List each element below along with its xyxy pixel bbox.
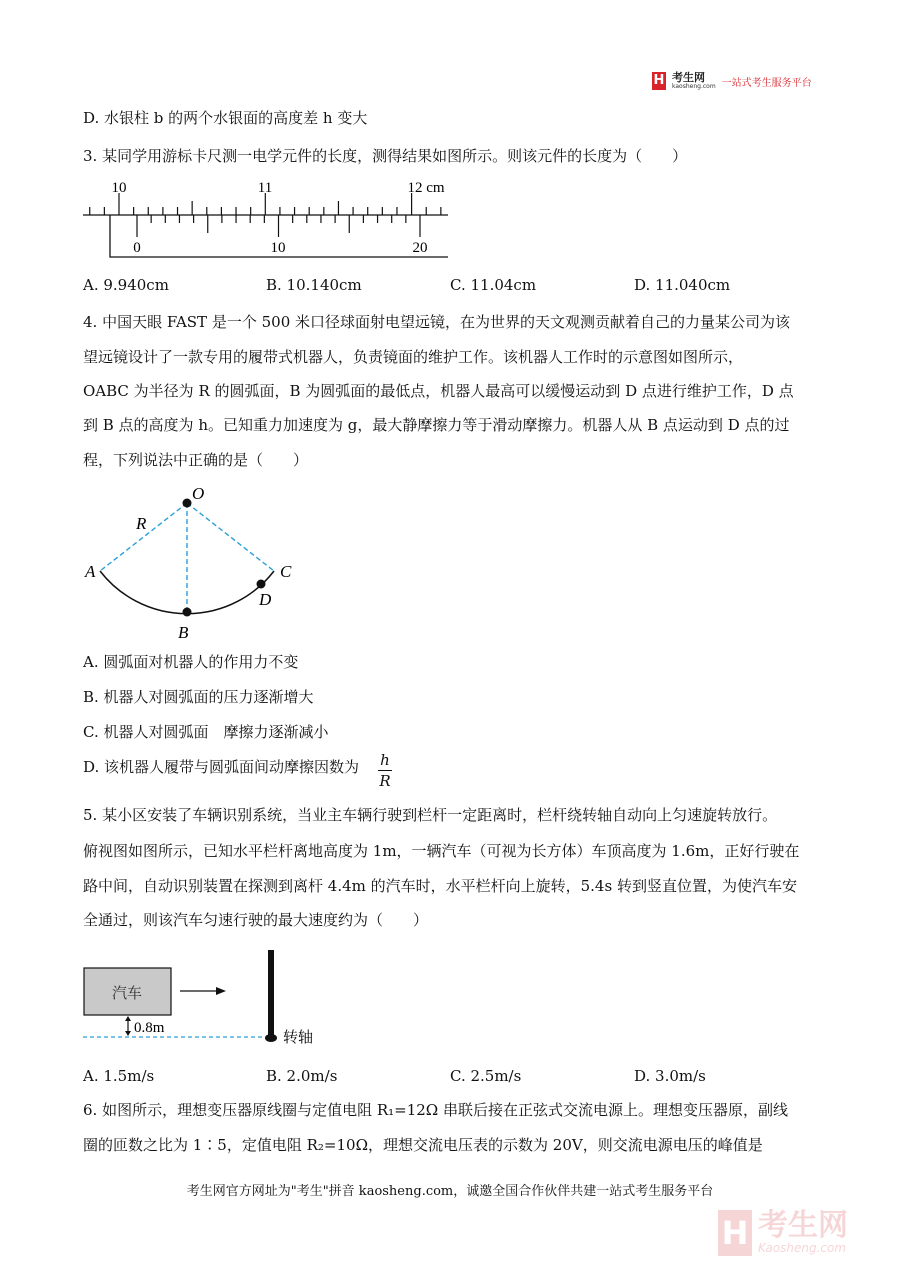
q4-line: OABC 为半径为 R 的圆弧面，B 为圆弧面的最低点，机器人最高可以缓慢运动到 D 点进行维护工作，D 点	[83, 382, 794, 400]
vernier-label-0: 0	[133, 240, 141, 256]
main-label-12: 12 cm	[407, 180, 445, 196]
q5-option-a: A. 1.5m/s	[83, 1067, 155, 1085]
label-d: D	[259, 590, 272, 609]
logo-icon: H	[653, 73, 665, 88]
q5-option-d: D. 3.0m/s	[634, 1067, 706, 1085]
q4-option-c: C. 机器人对圆弧面 摩擦力逐渐减小	[83, 723, 329, 741]
label-r: R	[136, 514, 147, 533]
distance-label: 0.8m	[134, 1020, 165, 1036]
label-o: O	[192, 484, 205, 503]
q5-option-b: B. 2.0m/s	[266, 1067, 338, 1085]
header-slogan: 一站式考生服务平台	[721, 77, 812, 89]
fraction-denominator: R	[379, 772, 391, 790]
q4-option-d: D. 该机器人履带与圆弧面间动摩擦因数为	[83, 758, 360, 776]
page-footer: 考生网官方网址为"考生"拼音 kaosheng.com，诚邀全国合作伙伴共建一站式考生服务平台	[186, 1184, 714, 1199]
label-a: A	[85, 562, 96, 581]
q3-stem: 3. 某同学用游标卡尺测一电学元件的长度，测得结果如图所示。则该元件的长度为（ ）	[83, 147, 688, 165]
point-d-robot	[257, 580, 266, 589]
car-barrier-figure	[0, 940, 340, 1050]
q3-option-a: A. 9.940cm	[83, 276, 169, 294]
axis-label: 转轴	[283, 1028, 314, 1046]
q4-option-b: B. 机器人对圆弧面的压力逐渐增大	[83, 688, 314, 706]
point-b	[183, 608, 192, 617]
logo-name: 考生网	[672, 71, 705, 84]
q4-option-a: A. 圆弧面对机器人的作用力不变	[83, 653, 299, 671]
watermark-name: 考生网	[758, 1208, 848, 1243]
q4-line: 程，下列说法中正确的是（ ）	[83, 451, 309, 469]
q3-option-b: B. 10.140cm	[266, 276, 362, 294]
watermark-domain: Kaosheng.com	[758, 1241, 847, 1255]
q4-line: 望远镜设计了一款专用的履带式机器人，负责镜面的维护工作。该机器人工作时的示意图如图所示，	[83, 348, 744, 366]
car-label: 汽车	[111, 984, 143, 1002]
main-label-11: 11	[257, 180, 273, 196]
q4-line: 4. 中国天眼 FAST 是一个 500 米口径球面射电望远镜，在为世界的天文观测贡献着自己的力量某公司为该	[83, 313, 791, 331]
q5-line: 路中间，自动识别装置在探测到离杆 4.4m 的汽车时，水平栏杆向上旋转，5.4s 转到竖直位置，为使汽车安	[83, 877, 797, 895]
fraction-numerator: h	[380, 751, 390, 769]
watermark-icon: H	[718, 1210, 752, 1256]
q5-option-c: C. 2.5m/s	[450, 1067, 522, 1085]
q5-line: 俯视图如图所示，已知水平栏杆离地高度为 1m，一辆汽车（可视为长方体）车顶高度为 1.6m，正好行驶在	[83, 842, 800, 860]
logo-domain: kaosheng.com	[672, 83, 716, 90]
q2-option-d: D. 水银柱 b 的两个水银面的高度差 h 变大	[83, 109, 368, 127]
q3-option-c: C. 11.04cm	[450, 276, 537, 294]
barrier-pole	[268, 950, 274, 1038]
point-o	[183, 499, 192, 508]
header-logo	[652, 72, 812, 90]
q3-option-d: D. 11.040cm	[634, 276, 731, 294]
q6-line: 圈的匝数之比为 1∶5，定值电阻 R₂=10Ω，理想交流电压表的示数为 20V，则交流电源电压的峰值是	[83, 1136, 763, 1154]
main-label-10: 10	[111, 180, 127, 196]
q5-line: 全通过，则该汽车匀速行驶的最大速度约为（ ）	[83, 911, 429, 929]
label-c: C	[280, 562, 292, 581]
arc-figure	[0, 0, 320, 650]
label-b: B	[178, 623, 189, 642]
fraction-h-over-r	[378, 750, 392, 791]
q4-line: 到 B 点的高度为 h。已知重力加速度为 g，最大静摩擦力等于滑动摩擦力。机器人从 B 点运动到 D 点的过	[83, 416, 790, 434]
vernier-label-20: 20	[412, 240, 428, 256]
vernier-label-10: 10	[270, 240, 286, 256]
direction-arrow-icon	[216, 987, 226, 995]
q6-line: 6. 如图所示，理想变压器原线圈与定值电阻 R₁=12Ω 串联后接在正弦式交流电源上。理想变压器原，副线	[83, 1101, 789, 1119]
q5-line: 5. 某小区安装了车辆识别系统，当业主车辆行驶到栏杆一定距离时，栏杆绕转轴自动向上匀速旋转放行。	[83, 806, 778, 824]
watermark-logo	[718, 1210, 848, 1256]
